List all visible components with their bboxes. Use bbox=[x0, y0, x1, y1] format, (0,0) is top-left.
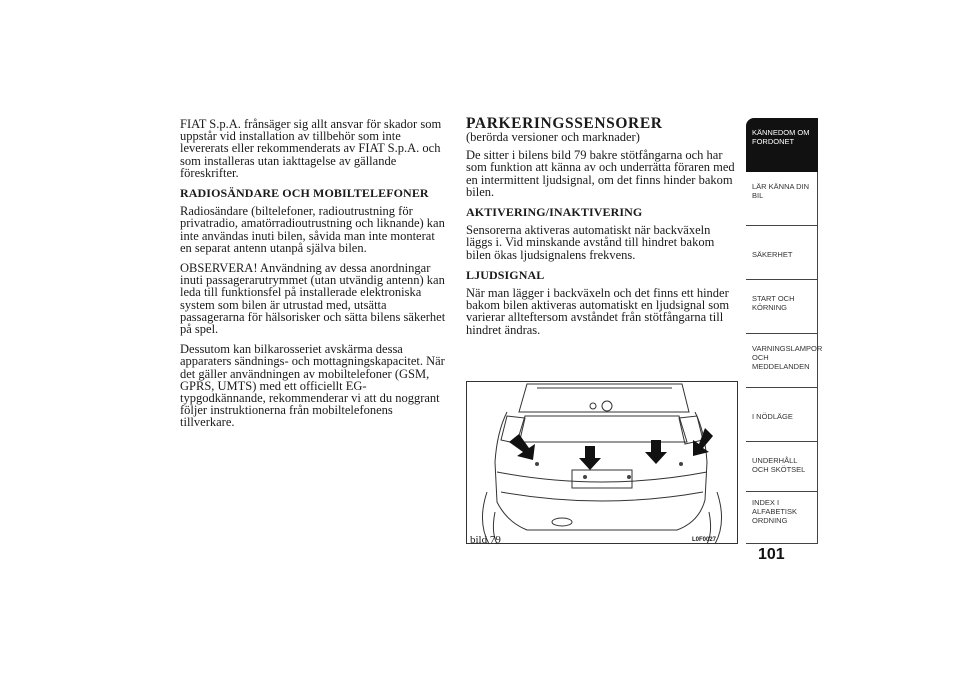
tab-lar-kanna[interactable] bbox=[746, 172, 818, 226]
signal-paragraph: När man lägger i backväxeln och det finns ett hinder bakom bilen aktiveras automatiskt en ljudsignal som varierar allteftersom avståndet från stötfångarna till hindret ändras. bbox=[466, 286, 730, 337]
tab-label: UNDERHÅLL OCH SKÖTSEL bbox=[752, 456, 806, 474]
radio-paragraph: Radiosändare (biltelefoner, radioutrustning för privatradio, amatörradioutrustning och liknande) kan inte användas inuti bilen, såvida man inte monterat en separat antenn utanpå själva bilen. bbox=[180, 204, 445, 255]
right-column bbox=[466, 116, 738, 344]
tab-index[interactable] bbox=[746, 492, 818, 544]
section-subtitle: (berörda versioner och marknader) bbox=[466, 130, 640, 144]
tab-sakerhet[interactable] bbox=[746, 226, 818, 280]
tab-start[interactable] bbox=[746, 280, 818, 334]
figure-caption: bild 79 bbox=[470, 534, 501, 546]
tab-label: I NÖDLÄGE bbox=[752, 412, 793, 421]
tab-label: VARNINGSLAMPOR OCH MEDDELANDEN bbox=[752, 344, 823, 371]
signal-heading: LJUDSIGNAL bbox=[466, 267, 545, 282]
tab-label: START OCH KÖRNING bbox=[752, 294, 795, 312]
observera-paragraph: OBSERVERA! Användning av dessa anordningar inuti passagerarutrymmet (utan utvändig antenn) kan leda till funktionsfel på installerade elektroniska system som bilen är utrustad med, utsätta passagerarna för hälsorisker och sätta bilens säkerhet på spel. bbox=[180, 261, 446, 337]
tab-varningslampor[interactable] bbox=[746, 334, 823, 388]
tab-nodlage[interactable] bbox=[746, 388, 818, 442]
tab-underhall[interactable] bbox=[746, 442, 818, 492]
car-rear-drawing bbox=[467, 382, 739, 545]
car-rear-illustration bbox=[466, 381, 738, 544]
tab-label: LÄR KÄNNA DIN BIL bbox=[752, 182, 810, 200]
activation-heading: AKTIVERING/INAKTIVERING bbox=[466, 205, 643, 220]
left-column bbox=[180, 118, 448, 437]
section-title: PARKERINGSSENSORER bbox=[466, 115, 663, 132]
tab-label: KÄNNEDOM OM FORDONET bbox=[752, 128, 810, 146]
radio-heading: RADIOSÄNDARE OCH MOBILTELEFONER bbox=[180, 186, 429, 201]
intro-paragraph: FIAT S.p.A. frånsäger sig allt ansvar för skador som uppstår vid installation av tillbehör som inte levererats eller rekommenderats av FIAT S.p.A. och som installeras utan iakttagelse av gällande föreskrifter. bbox=[180, 117, 442, 180]
activation-paragraph: Sensorerna aktiveras automatiskt när backväxeln läggs i. Vid minskande avstånd till hindret bakom bilen ökas ljudsignalens frekvens. bbox=[466, 223, 715, 262]
tab-label: INDEX I ALFABETISK ORDNING bbox=[752, 498, 798, 525]
sensors-intro-paragraph: De sitter i bilens bild 79 bakre stötfångarna och har som funktion att känna av och underrätta föraren med en intermittent ljudsignal, om det finns hinder bakom bilen. bbox=[466, 148, 735, 199]
tab-label: SÄKERHET bbox=[752, 250, 793, 259]
dessutom-paragraph: Dessutom kan bilkarosseriet avskärma dessa apparaters sändnings- och mottagningskapacitet. När det gäller användningen av mobiltelefoner (GSM, GPRS, UMTS) med ett officiellt EG-typgodkännande, rekommenderar vi att du noggrant följer instruktionerna från mobiltelefonens tillverkare. bbox=[180, 342, 445, 430]
figure-code: L0F0027 bbox=[692, 537, 717, 543]
page-number: 101 bbox=[758, 546, 785, 563]
tab-kannedom[interactable] bbox=[746, 118, 818, 172]
